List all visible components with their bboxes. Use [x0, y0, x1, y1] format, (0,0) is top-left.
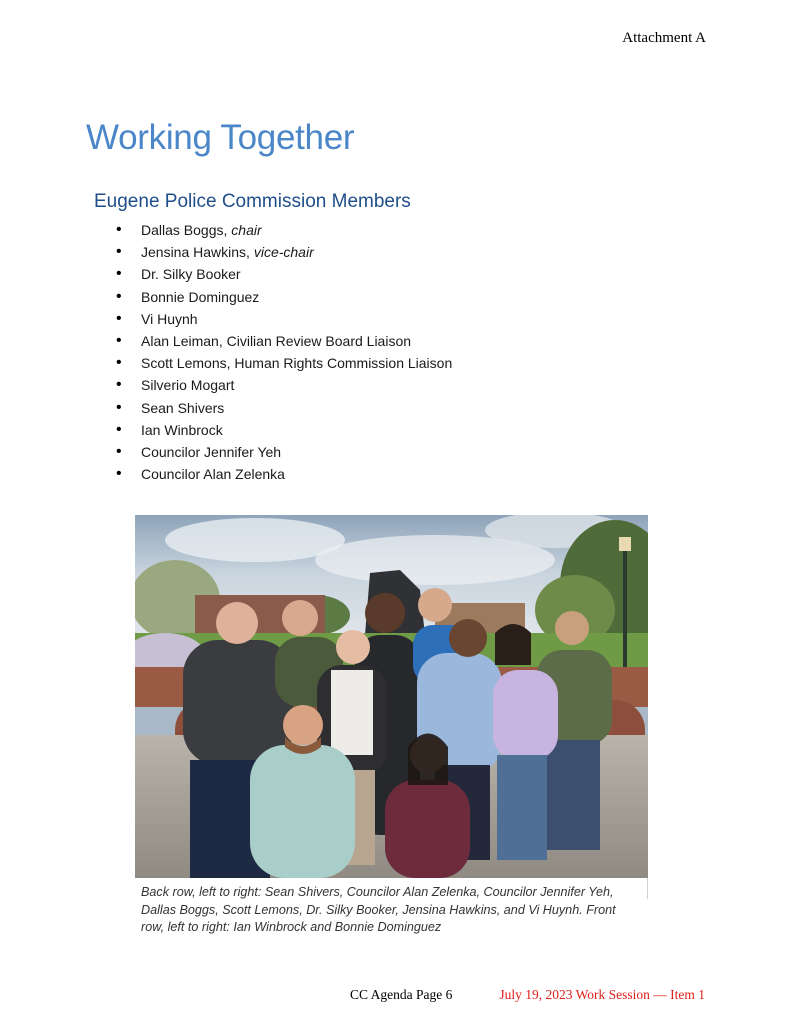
member-name: Vi Huynh	[141, 310, 198, 327]
list-item	[141, 352, 452, 374]
list-item	[141, 374, 452, 396]
member-role: vice-chair	[253, 244, 314, 261]
list-item	[141, 241, 452, 263]
list-item	[141, 308, 452, 330]
photo-border	[647, 878, 648, 899]
list-item	[141, 441, 452, 463]
footer-session-label: July 19, 2023 Work Session — Item 1	[499, 987, 705, 1002]
list-item	[141, 263, 452, 285]
list-item	[141, 286, 452, 308]
member-name: Ian Winbrock	[141, 421, 223, 438]
member-name: Councilor Jennifer Yeh	[141, 443, 282, 460]
member-list	[141, 219, 452, 485]
page-title: Working Together	[86, 118, 355, 157]
member-name: Scott Lemons, Human Rights Commission Liaison	[141, 355, 453, 372]
member-name: Silverio Mogart	[141, 377, 235, 394]
member-name: Sean Shivers	[141, 399, 225, 416]
member-name: Bonnie Dominguez	[141, 288, 260, 305]
member-name: Dallas Boggs,	[141, 222, 232, 238]
attachment-label: Attachment A	[622, 30, 706, 46]
photo-caption: Back row, left to right: Sean Shivers, Councilor Alan Zelenka, Councilor Jennifer Yeh, Dallas Boggs, Scott Lemons, Dr. Silky Booker, Jensina Hawkins, and Vi Huynh. Front row, left to right: Ian Winbrock and Bonnie Dominguez	[141, 885, 616, 935]
footer-page-label: CC Agenda Page 6	[350, 987, 453, 1002]
list-item	[141, 419, 452, 441]
member-name: Dr. Silky Booker	[141, 266, 241, 283]
member-name: Councilor Alan Zelenka	[141, 466, 285, 483]
list-item	[141, 397, 452, 419]
member-name: Jensina Hawkins,	[141, 244, 254, 261]
list-item	[141, 463, 452, 485]
page-footer	[0, 987, 800, 1005]
section-heading: Eugene Police Commission Members	[94, 191, 411, 212]
list-item	[141, 219, 452, 241]
list-item	[141, 330, 452, 352]
member-name: Alan Leiman, Civilian Review Board Liaison	[141, 332, 412, 349]
member-role: chair	[231, 222, 262, 238]
group-photo	[135, 515, 648, 878]
